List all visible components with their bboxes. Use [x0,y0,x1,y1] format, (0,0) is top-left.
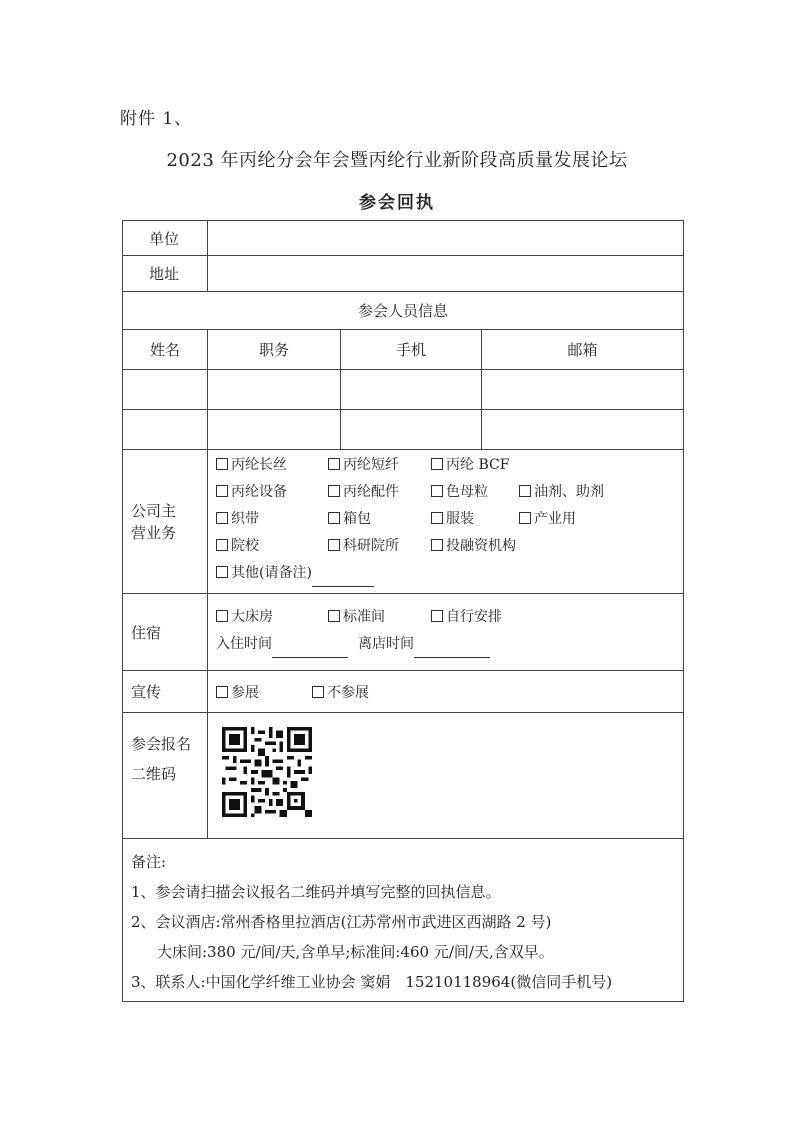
address-label: 地址 [123,256,208,292]
column-header-email: 邮箱 [482,330,684,370]
lodging-row [123,594,684,671]
promo-options [208,671,684,713]
attendee-row [123,370,684,410]
checkbox[interactable] [216,566,228,578]
document-title: 2023 年丙纶分会年会暨丙纶行业新阶段高质量发展论坛 [166,150,628,171]
checkout-blank[interactable] [414,657,490,658]
qr-code-icon[interactable] [222,727,312,817]
option-investment[interactable]: 投融资机构 [431,533,516,560]
notes-heading: 备注: [131,853,167,871]
checkbox[interactable] [431,610,443,622]
option-industrial[interactable]: 产业用 [519,506,576,533]
attendee-name-cell[interactable] [123,370,208,410]
business-options [208,450,684,594]
attendee-section-row [123,292,684,330]
option-pp-parts[interactable]: 丙纶配件 [328,479,431,506]
checkbox[interactable] [431,539,443,551]
option-exhibit[interactable]: 参展 [216,682,312,702]
registration-form [122,220,684,1002]
attendee-position-cell[interactable] [208,370,341,410]
address-row [123,256,684,292]
option-pp-staple[interactable]: 丙纶短纤 [328,452,431,479]
checkout-label: 离店时间 [358,636,414,652]
option-self-arrange[interactable]: 自行安排 [431,604,502,631]
checkbox[interactable] [216,539,228,551]
notes-line: 2、会议酒店:常州香格里拉酒店(江苏常州市武进区西湖路 2 号) [131,913,552,931]
attendee-header-row [123,330,684,370]
checkin-blank[interactable] [272,657,348,658]
lodging-label: 住宿 [123,594,208,671]
notes-line: 1、参会请扫描会议报名二维码并填写完整的回执信息。 [131,883,501,901]
checkbox[interactable] [216,485,228,497]
business-row [123,450,684,594]
option-research[interactable]: 科研院所 [328,533,431,560]
checkbox[interactable] [216,512,228,524]
checkbox[interactable] [519,485,531,497]
option-masterbatch[interactable]: 色母粒 [431,479,519,506]
checkbox[interactable] [328,539,340,551]
qr-row [123,713,684,839]
checkbox[interactable] [431,458,443,470]
attendee-mobile-cell[interactable] [341,410,482,450]
column-header-mobile: 手机 [341,330,482,370]
lodging-options [208,594,684,671]
checkbox[interactable] [431,485,443,497]
attendee-position-cell[interactable] [208,410,341,450]
notes-line: 3、联系人:中国化学纤维工业协会 窦娟 15210118964(微信同手机号) [131,973,613,991]
unit-row [123,221,684,256]
checkbox[interactable] [216,610,228,622]
checkbox[interactable] [312,686,324,698]
notes-line: 大床间:380 元/间/天,含单早;标准间:460 元/间/天,含双早。 [157,943,554,961]
checkbox[interactable] [519,512,531,524]
attachment-label: 附件 1、 [120,109,193,129]
checkbox[interactable] [216,686,228,698]
promo-row [123,671,684,713]
document-subtitle: 参会回执 [359,193,435,213]
unit-field[interactable] [208,221,684,256]
promo-label: 宣传 [123,671,208,713]
unit-label: 单位 [123,221,208,256]
checkbox[interactable] [328,485,340,497]
attendee-section-title: 参会人员信息 [123,292,684,330]
column-header-name: 姓名 [123,330,208,370]
address-field[interactable] [208,256,684,292]
attendee-row [123,410,684,450]
attendee-email-cell[interactable] [482,370,684,410]
checkbox[interactable] [328,610,340,622]
notes-row [123,839,684,1002]
notes-block [123,839,684,1002]
option-pp-filament[interactable]: 丙纶长丝 [216,452,328,479]
other-blank[interactable] [312,586,374,587]
column-header-position: 职务 [208,330,341,370]
option-no-exhibit[interactable]: 不参展 [312,682,369,702]
qr-cell [208,713,684,839]
option-oil-agents[interactable]: 油剂、助剂 [519,479,604,506]
option-apparel[interactable]: 服装 [431,506,519,533]
checkbox[interactable] [216,458,228,470]
checkbox[interactable] [328,458,340,470]
option-pp-bcf[interactable]: 丙纶 BCF [431,452,509,479]
business-label: 公司主营业务 [123,450,208,594]
option-pp-equipment[interactable]: 丙纶设备 [216,479,328,506]
option-king-room[interactable]: 大床房 [216,604,328,631]
option-webbing[interactable]: 织带 [216,506,328,533]
option-luggage[interactable]: 箱包 [328,506,431,533]
qr-label: 参会报名 二维码 [123,713,208,839]
checkbox[interactable] [328,512,340,524]
option-standard-room[interactable]: 标准间 [328,604,431,631]
checkbox[interactable] [431,512,443,524]
attendee-mobile-cell[interactable] [341,370,482,410]
option-other[interactable]: 其他(请备注) [216,560,683,587]
attendee-name-cell[interactable] [123,410,208,450]
checkin-label: 入住时间 [216,636,272,652]
attendee-email-cell[interactable] [482,410,684,450]
option-college[interactable]: 院校 [216,533,328,560]
